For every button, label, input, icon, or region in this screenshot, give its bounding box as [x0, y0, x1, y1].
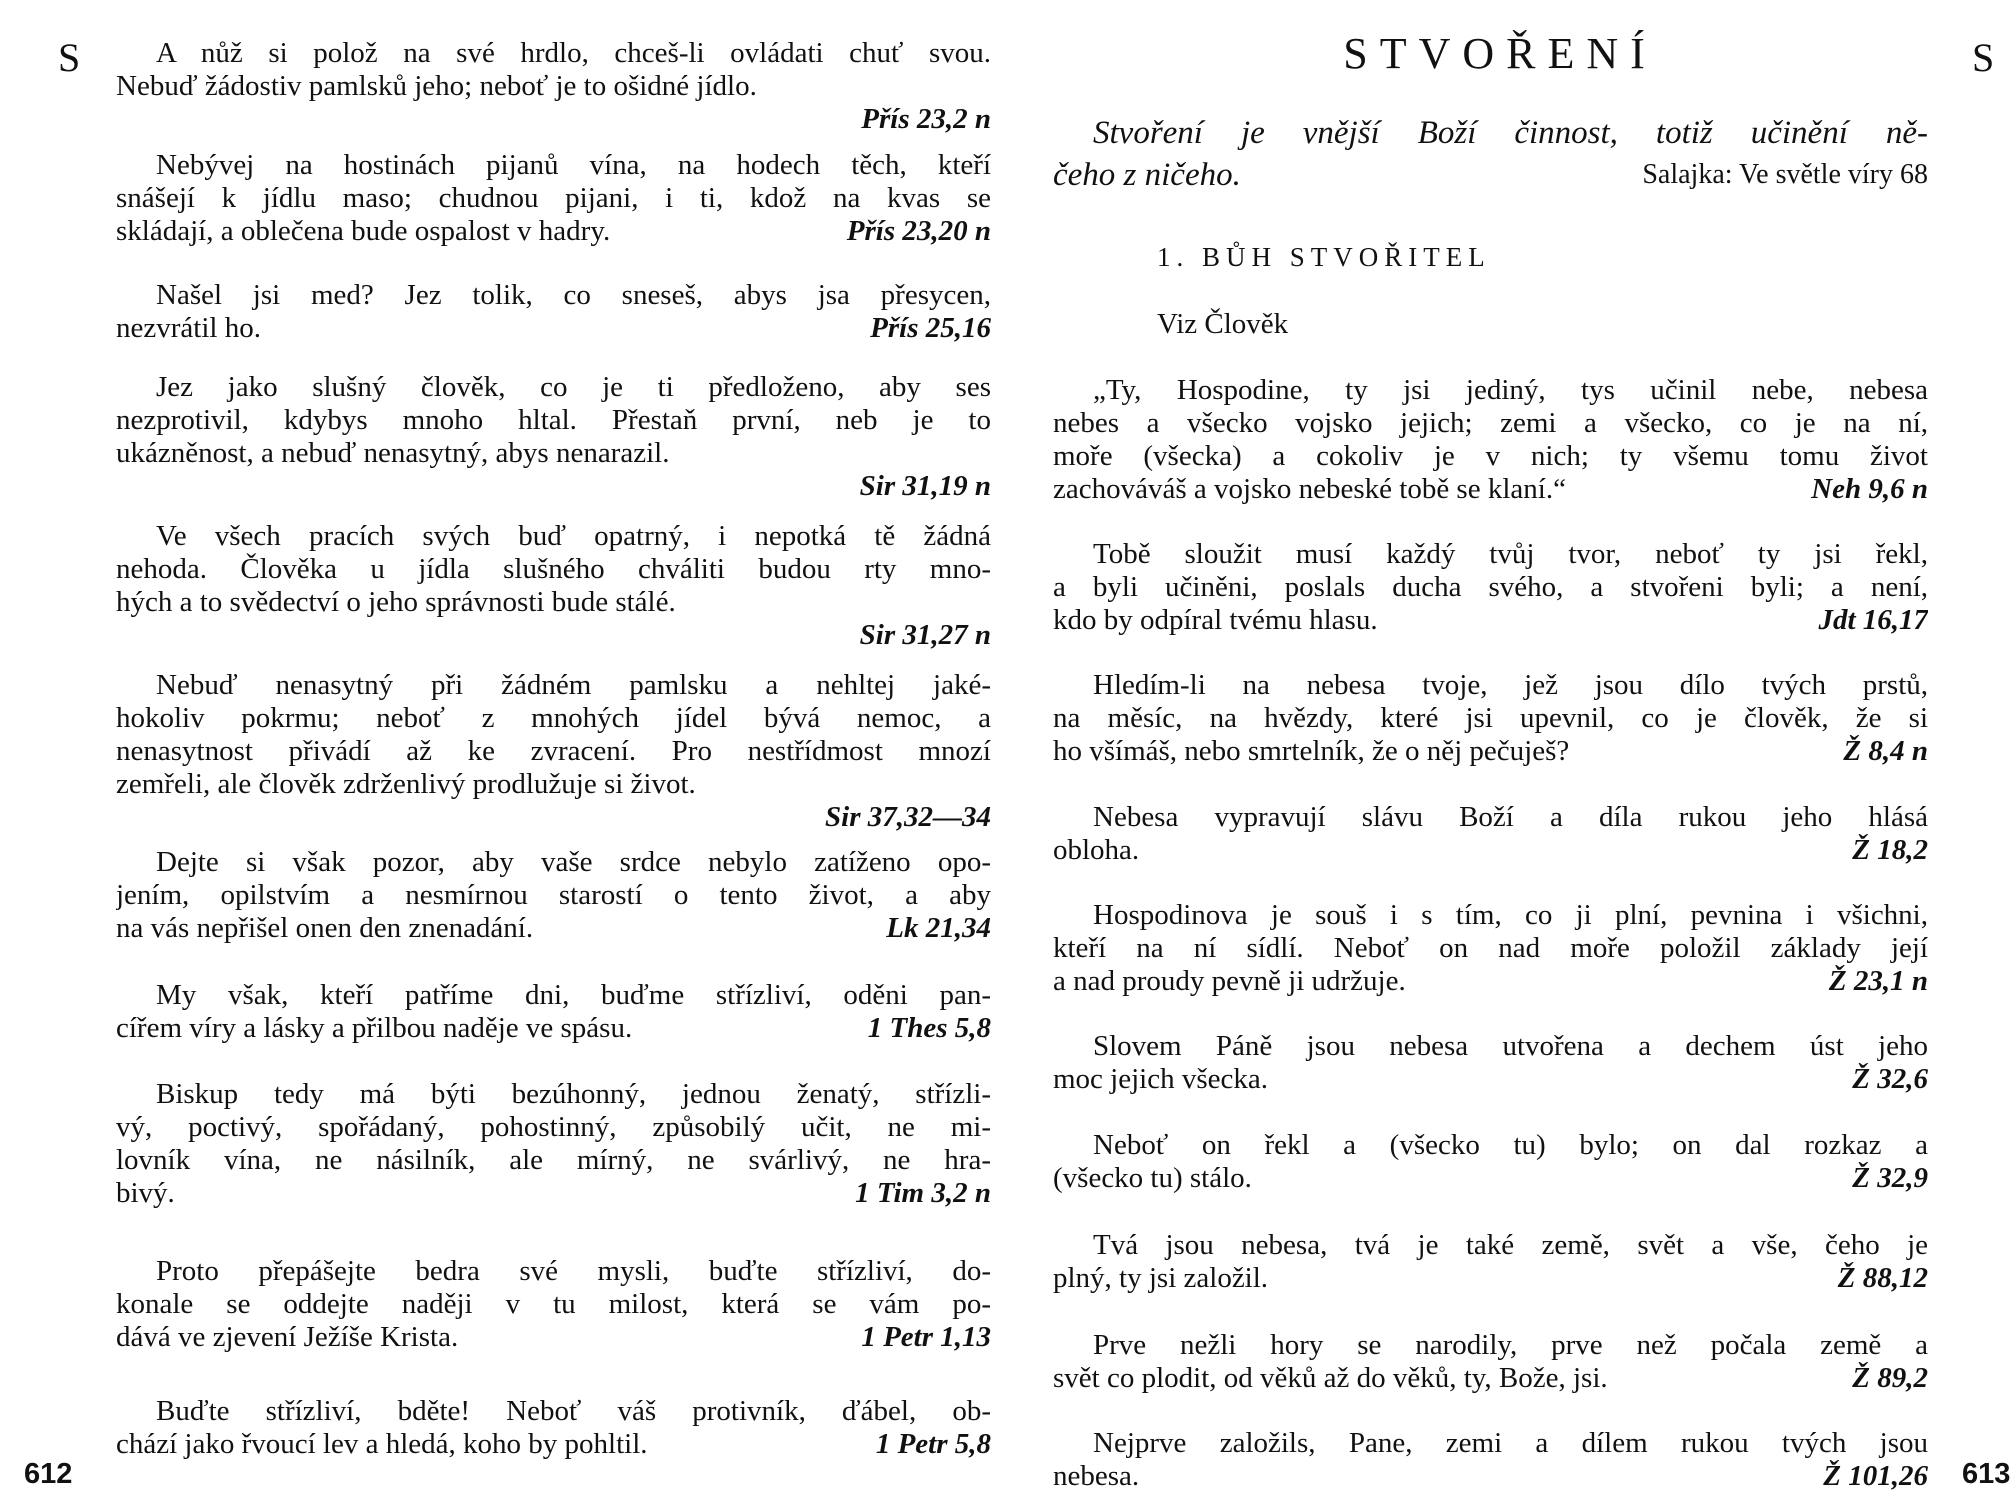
quote-line: hokoliv pokrmu; neboť z mnohých jídel bývá nemoc, a	[116, 702, 991, 734]
page-number: 613	[1962, 1458, 2011, 1490]
quote-line	[1053, 473, 1928, 506]
quote-line	[116, 437, 991, 470]
quote-line: moře (všecka) a cokoliv je v nich; ty všemu tomu život	[1053, 440, 1928, 472]
quote-line-text: na vás nepřišel onen den znenadání.	[116, 912, 534, 944]
quote-line: Ve všech pracích svých buď opatrný, i nepotká tě žádná	[156, 520, 991, 552]
quote-line	[116, 768, 991, 801]
quote-line	[1053, 1460, 1928, 1493]
page-title: STVOŘENÍ	[1343, 29, 1657, 78]
bible-reference: Lk 21,34	[886, 912, 991, 944]
quote-line-text: dává ve zjevení Ježíše Krista.	[116, 1321, 459, 1353]
quote-line-text: zachováváš a vojsko nebeské tobě se klaní.“	[1053, 473, 1566, 505]
bible-reference: Ž 8,4 n	[1843, 735, 1928, 767]
bible-reference: Přís 23,2 n	[861, 103, 991, 135]
quote-entry	[1053, 669, 1928, 768]
quote-entry	[116, 279, 991, 345]
section-letter: S	[58, 35, 81, 80]
quote-line	[1053, 1063, 1928, 1096]
quote-entry	[116, 979, 991, 1045]
quote-line: Buďte střízliví, bděte! Neboť váš protivník, ďábel, ob-	[156, 1395, 991, 1427]
quote-line: snášejí k jídlu maso; chudnou pijani, i ti, kdož na kvas se	[116, 182, 991, 214]
reference-line	[116, 103, 991, 136]
quote-line	[116, 215, 991, 248]
bible-reference: Ž 18,2	[1852, 834, 1928, 866]
quote-line: nezprotivil, kdybys mnoho hltal. Přestaň první, neb je to	[116, 404, 991, 436]
quote-line	[1053, 1362, 1928, 1395]
quote-line: Našel jsi med? Jez tolik, co sneseš, abys jsa přesycen,	[156, 279, 991, 311]
quote-entry	[116, 149, 991, 248]
bible-reference: Jdt 16,17	[1818, 604, 1928, 636]
bible-reference: Ž 32,6	[1852, 1063, 1928, 1095]
quote-entry	[1053, 899, 1928, 998]
bible-reference: 1 Petr 5,8	[875, 1428, 991, 1460]
right-page	[1007, 0, 2014, 1501]
quote-line: jením, opilstvím a nesmírnou starostí o tento život, a aby	[116, 879, 991, 911]
quote-line-text: bivý.	[116, 1177, 175, 1209]
bible-reference: Sir 31,19 n	[859, 470, 991, 502]
quote-entry	[116, 669, 991, 834]
bible-reference: 1 Tim 3,2 n	[855, 1177, 991, 1209]
quote-line: Nejprve založils, Pane, zemi a dílem rukou tvých jsou	[1093, 1427, 1928, 1459]
quote-line-text: cířem víry a lásky a přilbou naděje ve spásu.	[116, 1012, 633, 1044]
bible-reference: Ž 89,2	[1852, 1362, 1928, 1394]
quote-line: Dejte si však pozor, aby vaše srdce nebylo zatíženo opo-	[156, 846, 991, 878]
quote-entry	[116, 520, 991, 652]
quote-line: Nebesa vypravují slávu Boží a díla rukou jeho hlásá	[1093, 801, 1928, 833]
reference-line	[116, 801, 991, 834]
quote-line	[116, 1321, 991, 1354]
reference-line	[116, 619, 991, 652]
quote-line-text: skládají, a oblečena bude ospalost v hadry.	[116, 215, 611, 247]
quote-entry	[1053, 374, 1928, 506]
quote-line	[116, 70, 991, 103]
quote-line: A nůž si polož na své hrdlo, chceš-li ovládati chuť svou.	[156, 37, 991, 69]
quote-line	[116, 1177, 991, 1210]
intro-line: Stvoření je vnější Boží činnost, totiž učinění ně-	[1093, 115, 1928, 151]
quote-line: nehoda. Člověka u jídla slušného chváliti budou rty mno-	[116, 553, 991, 585]
intro-line-text: čeho z ničeho.	[1053, 157, 1241, 193]
quote-line	[1053, 834, 1928, 867]
quote-line-text: kdo by odpíral tvému hlasu.	[1053, 604, 1378, 636]
quote-line: Slovem Páně jsou nebesa utvořena a dechem úst jeho	[1093, 1030, 1928, 1062]
quote-line: a byli učiněni, poslals ducha svého, a stvořeni byli; a není,	[1053, 571, 1928, 603]
quote-line	[1053, 604, 1928, 637]
quote-line: „Ty, Hospodine, ty jsi jediný, tys učinil nebe, nebesa	[1093, 374, 1928, 406]
page-number: 612	[24, 1458, 73, 1490]
intro-line	[1053, 154, 1928, 196]
quote-line: vý, poctivý, spořádaný, pohostinný, způsobilý učit, ne mi-	[116, 1111, 991, 1143]
quote-entry	[1053, 1129, 1928, 1195]
quote-entry	[116, 1078, 991, 1210]
section-letter: S	[1972, 35, 1995, 80]
quote-line: My však, kteří patříme dni, buďme střízliví, oděni pan-	[156, 979, 991, 1011]
bible-reference: 1 Petr 1,13	[861, 1321, 991, 1353]
bible-reference: Neh 9,6 n	[1811, 473, 1928, 505]
bible-reference: Sir 37,32—34	[825, 801, 991, 833]
quote-line: kteří na ní sídlí. Neboť on nad moře položil základy její	[1053, 932, 1928, 964]
quote-line	[116, 312, 991, 345]
quote-line: Nebuď nenasytný při žádném pamlsku a nehltej jaké-	[156, 669, 991, 701]
section-heading: 1. BŮH STVOŘITEL	[1157, 242, 1491, 272]
bible-reference: Ž 88,12	[1837, 1262, 1928, 1294]
quote-line	[1053, 1162, 1928, 1195]
quote-line: Biskup tedy má býti bezúhonný, jednou ženatý, střízli-	[156, 1078, 991, 1110]
quote-line-text: chází jako řvoucí lev a hledá, koho by pohltil.	[116, 1428, 648, 1460]
quote-line-text: ukázněnost, a nebuď nenasytný, abys nenarazil.	[116, 437, 670, 469]
quote-line	[1053, 735, 1928, 768]
quote-line	[116, 1428, 991, 1461]
bible-reference: Ž 101,26	[1823, 1460, 1928, 1492]
quote-line	[1053, 965, 1928, 998]
bible-reference: 1 Thes 5,8	[867, 1012, 991, 1044]
quote-entry	[1053, 1427, 1928, 1493]
bible-reference: Ž 32,9	[1852, 1162, 1928, 1194]
quote-line: Prve nežli hory se narodily, prve než počala země a	[1093, 1329, 1928, 1361]
quote-line-text: svět co plodit, od věků až do věků, ty, Bože, jsi.	[1053, 1362, 1608, 1394]
quote-line-text: zemřeli, ale člověk zdrženlivý prodlužuje si život.	[116, 768, 696, 800]
quote-line: Hledím-li na nebesa tvoje, jež jsou dílo tvých prstů,	[1093, 669, 1928, 701]
quote-entry	[116, 1395, 991, 1461]
intro-definition	[1053, 112, 1928, 196]
quote-line: lovník vína, ne násilník, ale mírný, ne svárlivý, ne hra-	[116, 1144, 991, 1176]
quote-line: nebes a všecko vojsko jejich; zemi a všecko, co je na ní,	[1053, 407, 1928, 439]
see-also-text: Viz Člověk	[1157, 308, 1289, 340]
quote-line: nenasytnost přivádí až ke zvracení. Pro nestřídmost mnozí	[116, 735, 991, 767]
quote-entry	[1053, 1329, 1928, 1395]
quote-entry	[1053, 1030, 1928, 1096]
bible-reference: Ž 23,1 n	[1828, 965, 1928, 997]
quote-entry	[1053, 801, 1928, 867]
quote-entry	[116, 371, 991, 503]
quote-line: Nebývej na hostinách pijanů vína, na hodech těch, kteří	[156, 149, 991, 181]
quote-line: Jez jako slušný člověk, co je ti předloženo, aby ses	[156, 371, 991, 403]
bible-reference: Sir 31,27 n	[859, 619, 991, 651]
quote-line-text: plný, ty jsi založil.	[1053, 1262, 1269, 1294]
reference-line	[116, 470, 991, 503]
quote-line-text: obloha.	[1053, 834, 1140, 866]
quote-entry	[116, 1255, 991, 1354]
quote-line: na měsíc, na hvězdy, které jsi upevnil, co je člověk, že si	[1053, 702, 1928, 734]
quote-entry	[116, 846, 991, 945]
bible-reference: Přís 25,16	[870, 312, 991, 344]
quote-line: konale se oddejte naději v tu milost, která se vám po-	[116, 1288, 991, 1320]
quote-line: Hospodinova je souš i s tím, co ji plní, pevnina i všichni,	[1093, 899, 1928, 931]
quote-entry	[1053, 538, 1928, 637]
quote-line	[116, 1012, 991, 1045]
quote-entry	[1053, 1229, 1928, 1295]
quote-line: Tvá jsou nebesa, tvá je také země, svět a vše, čeho je	[1093, 1229, 1928, 1261]
quote-line	[116, 586, 991, 619]
quote-line-text: nezvrátil ho.	[116, 312, 261, 344]
quote-line-text: Nebuď žádostiv pamlsků jeho; neboť je to ošidné jídlo.	[116, 70, 757, 102]
quote-line-text: hých a to svědectví o jeho správnosti bude stálé.	[116, 586, 676, 618]
quote-line	[116, 912, 991, 945]
intro-reference: Salajka: Ve světle víry 68	[1642, 159, 1928, 190]
quote-line-text: (všecko tu) stálo.	[1053, 1162, 1252, 1194]
quote-line-text: nebesa.	[1053, 1460, 1140, 1492]
quote-line-text: a nad proudy pevně ji udržuje.	[1053, 965, 1406, 997]
quote-line-text: moc jejich všecka.	[1053, 1063, 1268, 1095]
quote-line: Proto přepášejte bedra své mysli, buďte střízliví, do-	[156, 1255, 991, 1287]
quote-line	[1053, 1262, 1928, 1295]
quote-entry	[116, 37, 991, 136]
quote-line-text: ho všímáš, nebo smrtelník, že o něj pečuješ?	[1053, 735, 1570, 767]
bible-reference: Přís 23,20 n	[846, 215, 991, 247]
quote-line: Neboť on řekl a (všecko tu) bylo; on dal rozkaz a	[1093, 1129, 1928, 1161]
quote-line: Tobě sloužit musí každý tvůj tvor, neboť ty jsi řekl,	[1093, 538, 1928, 570]
